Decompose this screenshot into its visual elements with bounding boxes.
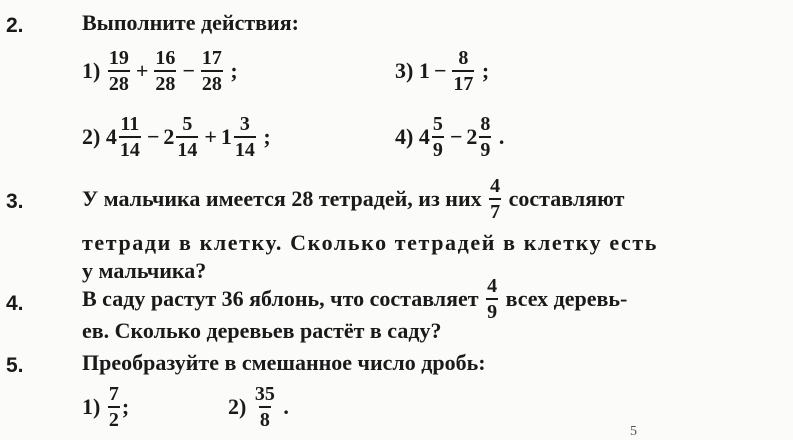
task2-item-2 [82, 114, 271, 160]
operator: − [433, 58, 447, 83]
fraction: $\frac{5}{9}$ [432, 113, 443, 161]
operator: − [146, 124, 160, 149]
task-number-5: 5. [6, 354, 24, 377]
task4-line-2: ев. Сколько деревьев растёт в саду? [82, 318, 442, 343]
task4-text-before: В саду растут 36 яблонь, что составляет [82, 286, 479, 311]
whole-part: 2 [466, 124, 478, 149]
task2-item-4 [395, 114, 504, 160]
page-mark: 5 [630, 424, 637, 439]
item-label: 1) [82, 394, 101, 419]
operator: + [135, 58, 149, 83]
fraction: $\frac{3}{14}$ [234, 113, 255, 161]
fraction: $\frac{16}{28}$ [155, 47, 176, 95]
task2-instruction: Выполните действия: [82, 10, 299, 35]
whole-part: 4 [418, 124, 430, 149]
punctuation: ; [263, 124, 271, 149]
task5-item-1 [82, 384, 129, 430]
task-number-2: 2. [6, 14, 24, 37]
operator: + [204, 124, 217, 149]
task3-text-before: У мальчика имеется 28 тетрадей, из них [82, 186, 482, 211]
task-number-4: 4. [6, 292, 24, 315]
task3-line-1 [82, 176, 624, 222]
task-number-3: 3. [6, 190, 24, 213]
item-label: 2) [228, 394, 247, 419]
task3-line-2: тетради в клетку. Сколько тетрадей в клетку есть [82, 230, 658, 255]
task4-line-1 [82, 276, 627, 322]
fraction: $\frac{5}{14}$ [177, 113, 198, 161]
punctuation: . [283, 394, 289, 419]
task2-item-1 [82, 48, 238, 94]
fraction: $\frac{4}{9}$ [487, 275, 498, 323]
punctuation: ; [230, 58, 238, 83]
task3-line-3: у мальчика? [82, 258, 207, 283]
fraction: $\frac{17}{28}$ [201, 47, 222, 95]
fraction: $\frac{19}{28}$ [108, 47, 129, 95]
fraction: $\frac{35}{8}$ [254, 383, 275, 431]
fraction: $\frac{7}{2}$ [108, 383, 119, 431]
whole-part: 1 [418, 58, 430, 83]
task5-item-2 [228, 384, 289, 430]
fraction: $\frac{11}{14}$ [119, 113, 140, 161]
fraction: $\frac{4}{7}$ [490, 175, 501, 223]
whole-part: 4 [105, 124, 117, 149]
whole-part: 1 [220, 124, 232, 149]
operator: − [182, 58, 195, 83]
operator: − [449, 124, 463, 149]
task3-text-after: составляют [508, 186, 625, 211]
item-label: 2) [82, 124, 101, 149]
item-label: 3) [395, 58, 414, 83]
item-label: 4) [395, 124, 414, 149]
item-label: 1) [82, 58, 101, 83]
fraction: $\frac{8}{17}$ [453, 47, 474, 95]
task2-item-3 [395, 48, 489, 94]
punctuation: . [498, 124, 505, 149]
fraction: $\frac{8}{9}$ [480, 113, 491, 161]
task4-text-after: всех деревь- [505, 286, 628, 311]
whole-part: 2 [163, 124, 175, 149]
punctuation: ; [481, 58, 490, 83]
task5-instruction: Преобразуйте в смешанное число дробь: [82, 350, 486, 375]
punctuation: ; [121, 394, 130, 419]
